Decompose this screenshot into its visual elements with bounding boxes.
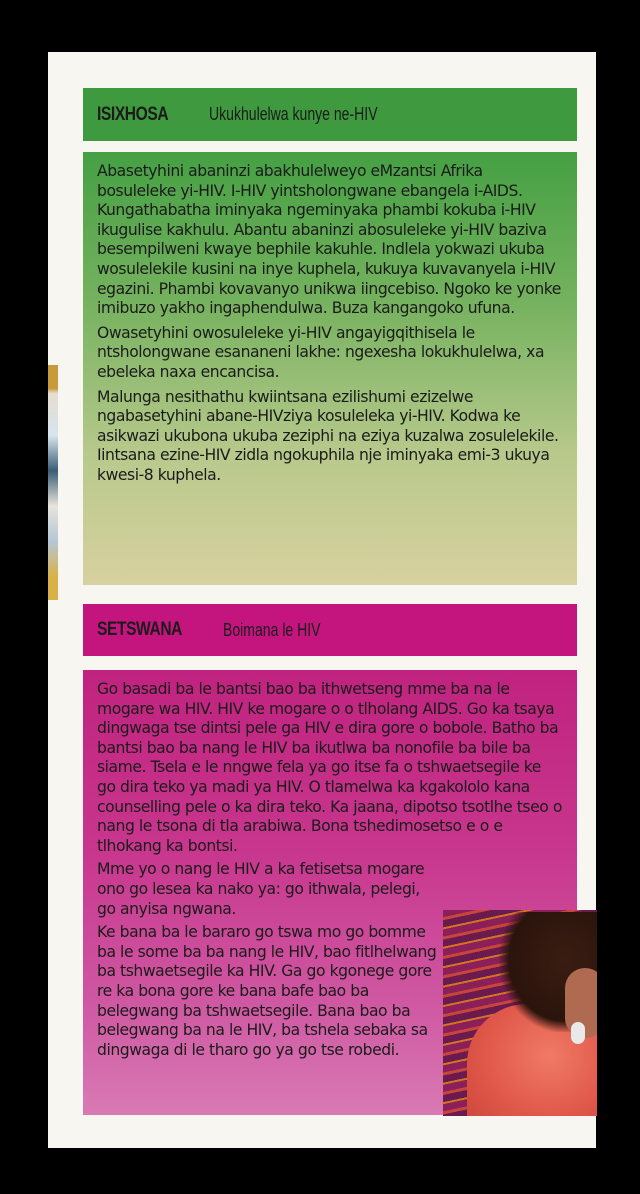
nurse-with-stethoscope-photo	[443, 910, 597, 1116]
xhosa-language-label: ISIXHOSA	[97, 103, 169, 125]
adjacent-page-edge	[48, 365, 58, 600]
tswana-language-label: SETSWANA	[97, 619, 183, 640]
tswana-paragraph-1: Go basadi ba le bantsi bao ba ithwetseng mme ba na le mogare wa HIV. HIV ke mogare o o tlholang AIDS. Go ka tsaya dingwaga tse dintsi pele ga HIV e dira gore o bobole. Batho ba bantsi bao ba nang le HIV ba ikutlwa ba nonofile ba bile ba siame. Tsela e le nngwe fela ya go itse fa o tshwaetsegile ke go dira teko ya madi ya HIV. O tlamelwa ka kgakololo kana counselling pele o ka dira teko. Ka jaana, dipotso tsotlhe tseo o nang le tsona di tla arabiwa. Bona tshedimosetso e o e tlhokang ka bontsi.	[97, 680, 562, 855]
tswana-paragraph-3: Ke bana ba le bararo go tswa mo go bomme ba le some ba ba nang le HIV, bao fitlhelwang ba tshwaetsegile ka HIV. Ga go kgonege gore re ka bona gore ke bana bafe bao ba belegwang ba tshwaetsegile. Bana bao ba belegwang ba na le HIV, ba tshela sebaka sa dingwaga di le tharo go ya go tse robedi.	[97, 923, 437, 1059]
xhosa-paragraph-1: Abasetyhini abaninzi abakhulelweyo eMzantsi Afrika bosuleleke yi-HIV. I-HIV yintsholongwane ebangela i-AIDS. Kungathabatha iminyaka ngeminyaka phambi kokuba i-HIV ikugulise kakhulu. Abantu abaninzi abosuleleke yi-HIV baziva besempilweni kwaye bephile kakuhle. Indlela yokwazi ukuba wosulelekile kusini na inye kuphela, kukuya kuvavanyela i-HIV egazini. Phambi kovavanyo unikwa iingcebiso. Ngoko ke yonke imibuzo yakho ingaphendulwa. Buza kangangoko ufuna.	[97, 162, 561, 318]
tswana-header	[83, 604, 577, 656]
tswana-section-title: Boimana le HIV	[223, 619, 321, 640]
tswana-paragraph-2: Mme yo o nang le HIV a ka fetisetsa mogare ono go lesea ka nako ya: go ithwala, pelegi, go anyisa ngwana.	[97, 860, 425, 918]
xhosa-paragraph-2: Owasetyhini owosuleleke yi-HIV angayigqithisela le ntsholongwane esananeni lakhe: ngexesha lokukhulelwa, xa ebeleka naxa encancisa.	[97, 323, 545, 381]
stethoscope-icon	[571, 1022, 585, 1044]
xhosa-text-panel	[83, 152, 577, 585]
xhosa-header	[83, 88, 577, 141]
xhosa-section-title: Ukukhulelwa kunye ne-HIV	[209, 104, 378, 124]
xhosa-paragraph-3: Malunga nesithathu kwiintsana ezilishumi ezizelwe ngabasetyhini abane-HIVziya kosuleleka yi-HIV. Kodwa ke asikwazi ukubona ukuba zeziphi na eziya kuzalwa zosulelekile. Iintsana ezine-HIV zidla ngokuphila nje iminyaka emi-3 ukuya kwesi-8 kuphela.	[97, 387, 559, 484]
